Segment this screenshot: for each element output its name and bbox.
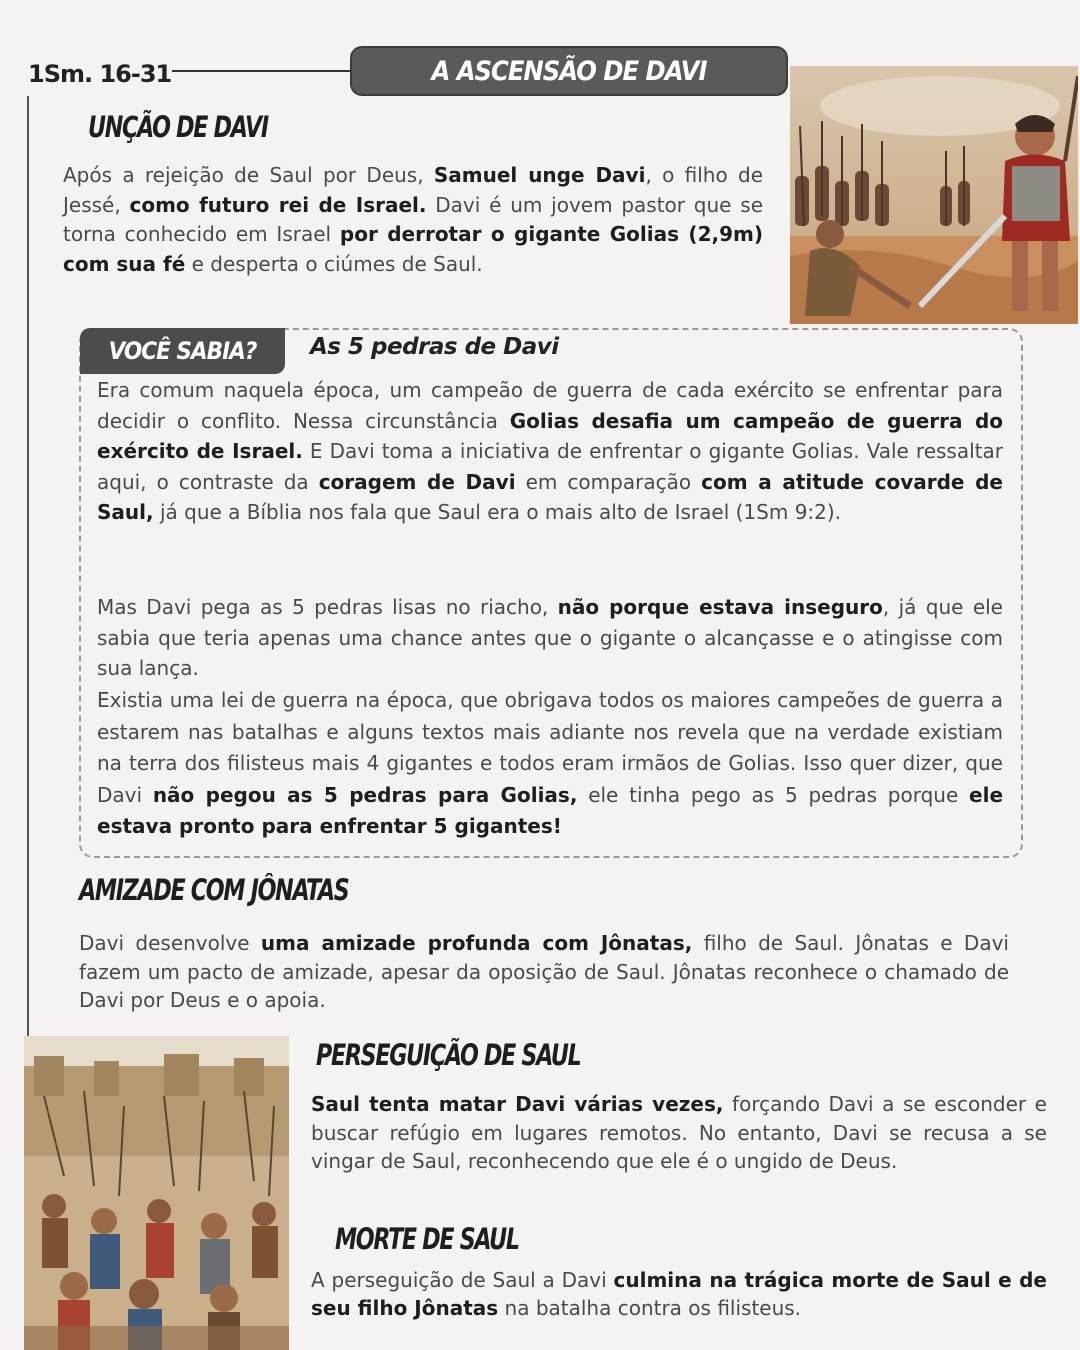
perseguicao-paragraph: Saul tenta matar Davi várias vezes, forçando Davi a se esconder e buscar refúgio em lugares remotos. No entanto, Davi se recusa a se vingar de Saul, reconhecendo que ele é o ungido de Deus.: [311, 1092, 1047, 1173]
morte-paragraph: A perseguição de Saul a Davi culmina na trágica morte de Saul e de seu filho Jônatas na batalha contra os filisteus.: [311, 1268, 1047, 1320]
page-title: A ASCENSÃO DE DAVI: [350, 46, 788, 96]
did-you-know-paragraph-3: Existia uma lei de guerra na época, que obrigava todos os maiores campeões de guerra a estarem nas batalhas e alguns textos mais adiante nos revela que na verdade existiam na terra dos filisteus mais 4 gigantes e todos eram irmãos de Golias. Isso quer dizer, que Davi não pegou as 5 pedras para Golias, ele tinha pego as 5 pedras porque ele estava pronto para enfrentar 5 gigantes!: [97, 688, 1004, 838]
amizade-paragraph: Davi desenvolve uma amizade profunda com Jônatas, filho de Saul. Jônatas e Davi fazem um pacto de amizade, apesar da oposição de Saul. Jônatas reconhece o chamado de Davi por Deus e o apoia.: [79, 931, 1009, 1012]
did-you-know-paragraph-1: Era comum naquela época, um campeão de guerra de cada exército se enfrentar para decidir o conflito. Nessa circunstância Golias desafia um campeão de guerra do exército de Israel. E Davi toma a iniciativa de enfrentar o gigante Golias. Vale ressaltar aqui, o contraste da coragem de Davi em comparação com a atitude covarde de Saul, já que a Bíblia nos fala que Saul era o mais alto de Israel (1Sm 9:2).: [97, 378, 1003, 524]
did-you-know-tag: VOCÊ SABIA?: [80, 328, 285, 374]
reference-line: [172, 70, 362, 72]
section-heading-perseguicao: PERSEGUIÇÃO DE SAUL: [316, 1038, 581, 1072]
left-rule: [27, 96, 29, 1036]
uncao-paragraph: Após a rejeição de Saul por Deus, Samuel unge Davi, o filho de Jessé, como futuro rei de Israel. Davi é um jovem pastor que se torna conhecido em Israel por derrotar o gigante Golias (2,9m) com sua fé e desperta o ciúmes de Saul.: [63, 163, 764, 276]
david-goliath-illustration: [790, 66, 1078, 324]
section-heading-morte: MORTE DE SAUL: [335, 1222, 519, 1256]
battle-army-illustration: [24, 1036, 289, 1350]
section-heading-uncao: UNÇÃO DE DAVI: [88, 110, 268, 144]
section-heading-amizade: AMIZADE COM JÔNATAS: [79, 873, 349, 907]
did-you-know-subtitle: As 5 pedras de Davi: [310, 334, 559, 360]
book-reference: 1Sm. 16-31: [28, 60, 172, 88]
did-you-know-paragraph-2: Mas Davi pega as 5 pedras lisas no riacho, não porque estava inseguro, já que ele sabia que teria apenas uma chance antes que o gigante o alcançasse e o atingisse com sua lança.: [97, 595, 1003, 680]
